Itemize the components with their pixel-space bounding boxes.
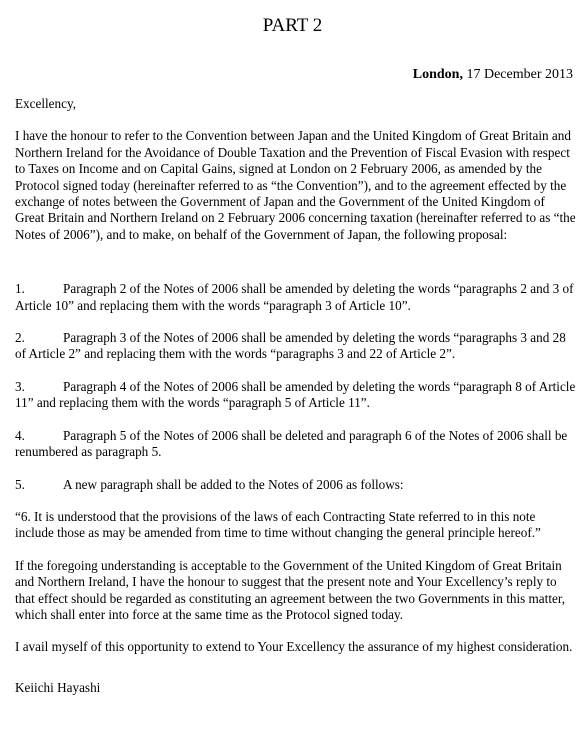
quoted-paragraph: “6. It is understood that the provisions of the laws of each Contracting State referred to in this note include those as may be amended from time to time without changing the general principle hereof.” [15,508,541,541]
closing-proposal: If the foregoing understanding is acceptable to the Government of the United Kingdom of Great Britain and Northern Ireland, I have the honour to suggest that the present note and Your Excellency’s reply to that effect should be regarded as constituting an agreement between the two Governments in this matter, which shall enter into force at the same time as the Protocol signed today. [15,557,565,622]
paragraph-number: 4. [15,427,25,443]
dateline [413,66,573,84]
courtesy-closing: I avail myself of this opportunity to extend to Your Excellency the assurance of my highest consideration. [15,639,573,655]
numbered-paragraph-4 [15,428,577,461]
numbered-paragraph-3 [15,379,577,412]
signature: Keiichi Hayashi [15,679,101,695]
paragraph-number: 5. [15,476,25,492]
intro-paragraph: I have the honour to refer to the Convention between Japan and the United Kingdom of Great Britain and Northern Ireland for the Avoidance of Double Taxation and the Prevention of Fiscal Evasion with respect to Taxes on Income and on Capital Gains, signed at London on 2 February 2006, as amended by the Protocol signed today (hereinafter referred to as “the Convention”), and to the agreement effected by the exchange of notes between the Government of Japan and the Government of the United Kingdom of Great Britain and Northern Ireland on 2 February 2006 concerning taxation (hereinafter referred to as “the Notes of 2006”), and to make, on behalf of the Government of Japan, the following proposal: [15,128,576,242]
paragraph-text: Paragraph 2 of the Notes of 2006 shall be amended by deleting the words “paragraphs 2 and 3 of Article 10” and replacing them with the words “paragraph 3 of Article 10”. [15,281,574,313]
paragraph-text: Paragraph 3 of the Notes of 2006 shall be amended by deleting the words “paragraphs 3 and 28 of Article 2” and replacing them with the words “paragraphs 3 and 22 of Article 2”. [15,330,566,362]
dateline-date: 17 December 2013 [466,67,573,82]
letter-body [15,96,577,712]
paragraph-number: 1. [15,281,25,297]
paragraph-number: 3. [15,378,25,394]
numbered-paragraph-5 [15,477,577,493]
paragraph-text: Paragraph 5 of the Notes of 2006 shall be deleted and paragraph 6 of the Notes of 2006 shall be renumbered as paragraph 5. [15,427,568,460]
numbered-paragraph-2 [15,330,577,363]
salutation: Excellency, [15,96,77,111]
dateline-place: London, [412,67,463,82]
paragraph-text: A new paragraph shall be added to the Notes of 2006 as follows: [63,476,404,492]
paragraph-text: Paragraph 4 of the Notes of 2006 shall be amended by deleting the words “paragraph 8 of Article 11” and replacing them with the words “paragraph 5 of Article 11”. [15,378,576,411]
part-heading: PART 2 [262,15,323,36]
paragraph-number: 2. [15,330,25,346]
numbered-paragraph-1 [15,281,577,314]
